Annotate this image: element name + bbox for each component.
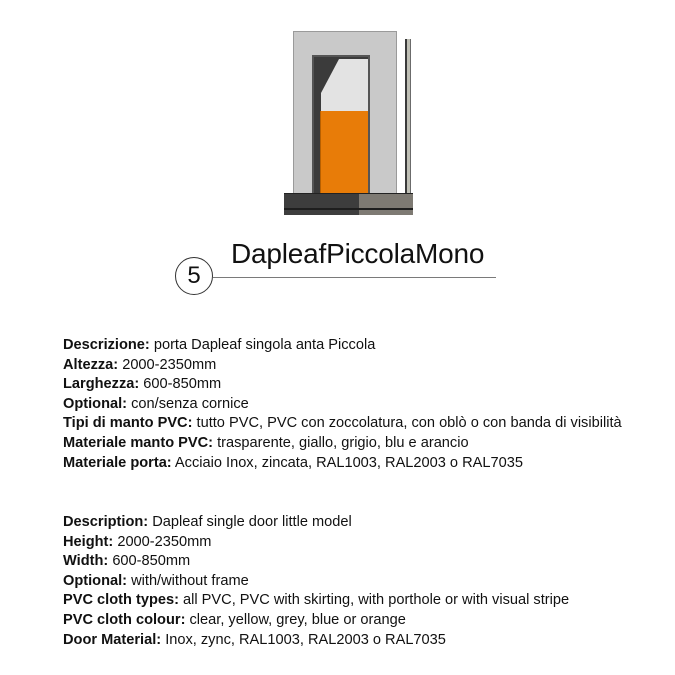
door-leaf-shadow [321, 59, 339, 93]
specs-english [63, 513, 623, 650]
title-underline [213, 277, 496, 278]
spec-line-materiale-porta: Materiale porta: Acciaio Inox, zincata, RAL1003, RAL2003 o RAL7035 [63, 454, 523, 471]
spec-line-optional-en: Optional: with/without frame [63, 572, 249, 589]
spec-line-larghezza: Larghezza: 600-850mm [63, 376, 222, 393]
product-title: DapleafPiccolaMono [231, 238, 485, 269]
specs-italian [63, 336, 623, 473]
door-sill-right [359, 193, 413, 215]
door-sill-line [284, 208, 413, 210]
door-frame-edge [405, 39, 411, 194]
spec-line-pvc-cloth-types: PVC cloth types: all PVC, PVC with skirting, with porthole or with visual stripe [63, 592, 570, 609]
spec-line-width: Width: 600-850mm [63, 553, 191, 570]
spec-line-descrizione: Descrizione: porta Dapleaf singola anta Piccola [63, 337, 376, 353]
spec-line-height: Height: 2000-2350mm [63, 533, 212, 550]
door-drawing [284, 31, 414, 216]
spec-line-description: Description: Dapleaf single door little model [63, 514, 352, 530]
spec-line-tipi-manto: Tipi di manto PVC: tutto PVC, PVC con zoccolatura, con oblò o con banda di visibilità [63, 415, 622, 432]
door-sill-left [284, 193, 359, 215]
door-leaf-lower-orange [320, 111, 368, 193]
spec-line-materiale-manto: Materiale manto PVC: trasparente, giallo, grigio, blu e arancio [63, 434, 469, 451]
spec-line-altezza: Altezza: 2000-2350mm [63, 356, 217, 373]
spec-line-optional: Optional: con/senza cornice [63, 395, 249, 412]
spec-line-door-material: Door Material: Inox, zync, RAL1003, RAL2003 o RAL7035 [63, 631, 446, 648]
item-number-badge: 5 [175, 257, 213, 295]
spec-line-pvc-cloth-colour: PVC cloth colour: clear, yellow, grey, blue or orange [63, 611, 406, 628]
